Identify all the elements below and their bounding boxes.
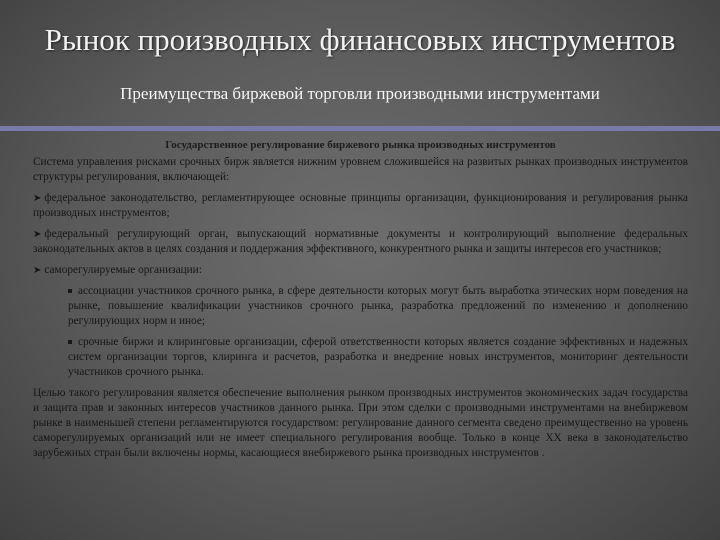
slide-body <box>33 138 688 467</box>
intro-paragraph: Система управления рисками срочных бирж является нижним уровнем сложившейся на развитых рынках производных инструментов структуры регулирования, включающей: <box>33 156 688 183</box>
section-heading: Государственное регулирование биржевого рынка производных инструментов <box>165 139 556 151</box>
slide-title: Рынок производных финансовых инструментов <box>44 22 676 57</box>
arrowhead-bullet-icon: ➤ <box>33 265 42 276</box>
slide-subtitle: Преимущества биржевой торговли производными инструментами <box>120 84 600 103</box>
square-bullet-icon <box>68 289 72 293</box>
bullet-item <box>33 227 688 257</box>
bullet-text: саморегулируемые организации: <box>44 264 202 276</box>
sub-bullet-item <box>33 284 688 329</box>
conclusion-paragraph: Целью такого регулирования является обеспечение выполнения рынком производных инструментов экономических задач государства и защита прав и законных интересов участников данного рынка. При этом сделки с производными инструментами на внебиржевом рынке в наименьшей степени регламентируются государством: регулирование данного сегмента сведено преимущественно на уровень саморегулируемых организаций или не имеет специального регулирования вообще. Только в конце XX века в законодательство зарубежных стран были включены нормы, касающиеся внебиржевого рынка производных инструментов . <box>33 387 688 459</box>
arrowhead-bullet-icon: ➤ <box>33 193 42 204</box>
sub-bullet-text: срочные биржи и клиринговые организации, сферой ответственности которых является создание эффективных и надежных систем организации торгов, клиринга и расчетов, разработка и внедрение новых инструментов, мониторинг деятельности участников срочного рынка. <box>68 336 688 378</box>
bullet-text: федеральное законодательство, регламентирующее основные принципы организации, функционирования и регулирования рынка производных инструментов; <box>33 192 688 219</box>
square-bullet-icon <box>68 340 72 344</box>
arrowhead-bullet-icon: ➤ <box>33 229 42 240</box>
bullet-text: федеральный регулирующий орган, выпускающий нормативные документы и контролирующий выполнение федеральных законодательных актов в целях создания и поддержания эффективного, конкурентного рынка и защиты интересов его участников; <box>33 228 688 255</box>
title-divider <box>0 126 720 131</box>
sub-bullet-item <box>33 335 688 380</box>
bullet-item <box>33 263 688 278</box>
sub-bullet-text: ассоциации участников срочного рынка, в сфере деятельности которых могут быть выработка этических норм поведения на рынке, повышение квалификации участников срочного рынка, разработка предложений по изменению и дополнению регулирующих норм и иное; <box>68 285 688 327</box>
bullet-item <box>33 191 688 221</box>
